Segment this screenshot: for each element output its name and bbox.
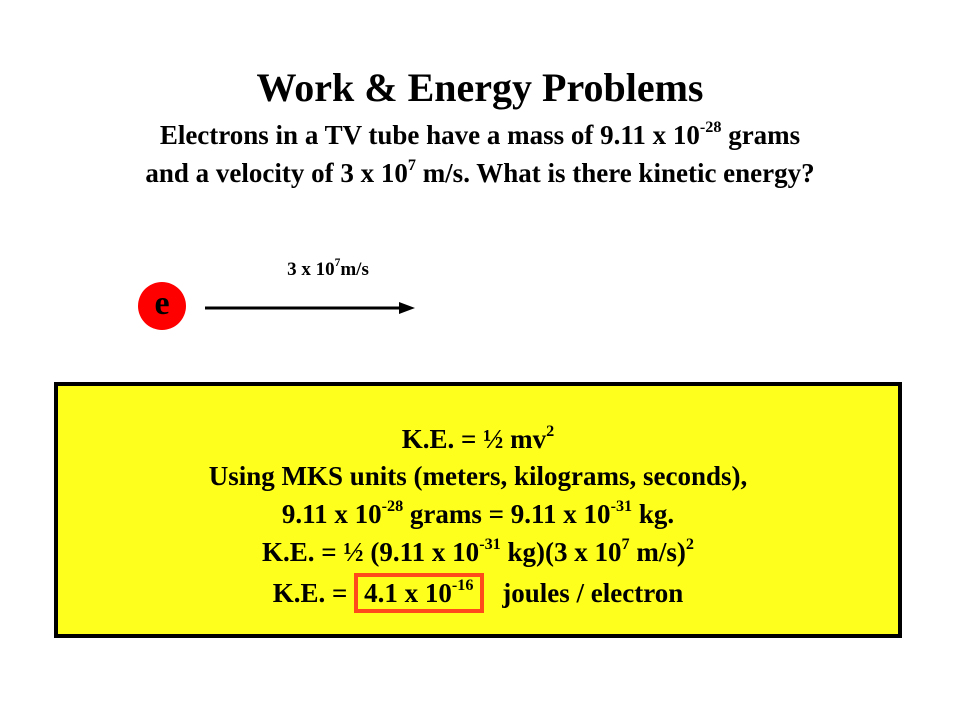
solution-substitution bbox=[58, 535, 898, 569]
exponent: 2 bbox=[546, 421, 555, 440]
conversion-text: 9.11 x 10 bbox=[281, 499, 382, 529]
exponent: 7 bbox=[621, 534, 630, 553]
exponent: 2 bbox=[685, 534, 694, 553]
conversion-text: grams = 9.11 x 10 bbox=[403, 499, 611, 529]
solution-units-note: Using MKS units (meters, kilograms, seconds), bbox=[208, 461, 748, 491]
answer-exponent: -16 bbox=[451, 575, 474, 594]
velocity-arrow-icon bbox=[205, 298, 415, 318]
formula-text: K.E. = ½ mv bbox=[401, 424, 547, 454]
exponent: -28 bbox=[699, 117, 722, 136]
result-text: K.E. = bbox=[272, 578, 355, 608]
electron-circle: e bbox=[138, 282, 186, 330]
question-text: grams bbox=[721, 120, 801, 150]
velocity-unit: m/s bbox=[340, 259, 369, 280]
solution-result bbox=[58, 573, 898, 613]
exponent: -28 bbox=[381, 496, 404, 515]
velocity-exponent: 7 bbox=[334, 256, 341, 269]
question-text: Electrons in a TV tube have a mass of 9.11 x 10 bbox=[159, 120, 700, 150]
solution-conversion bbox=[58, 497, 898, 531]
answer-highlight bbox=[354, 573, 483, 613]
velocity-base: 3 x 10 bbox=[287, 259, 335, 280]
question-line-1 bbox=[0, 118, 960, 152]
solution-formula bbox=[58, 422, 898, 456]
exponent: -31 bbox=[479, 534, 501, 553]
solution-box bbox=[54, 382, 902, 638]
question-text: m/s. What is there kinetic energy? bbox=[415, 158, 815, 188]
substitution-text: m/s) bbox=[629, 537, 686, 567]
velocity-label bbox=[258, 258, 398, 282]
result-unit: joules / electron bbox=[495, 578, 684, 608]
answer-value: 4.1 x 10 bbox=[364, 578, 452, 608]
exponent: 7 bbox=[407, 155, 416, 174]
substitution-text: kg)(3 x 10 bbox=[500, 537, 622, 567]
question-text: and a velocity of 3 x 10 bbox=[145, 158, 408, 188]
exponent: -31 bbox=[610, 496, 633, 515]
conversion-text: kg. bbox=[632, 499, 675, 529]
slide-title: Work & Energy Problems bbox=[256, 65, 704, 110]
question-line-2 bbox=[0, 156, 960, 190]
substitution-text: K.E. = ½ (9.11 x 10 bbox=[262, 537, 480, 567]
